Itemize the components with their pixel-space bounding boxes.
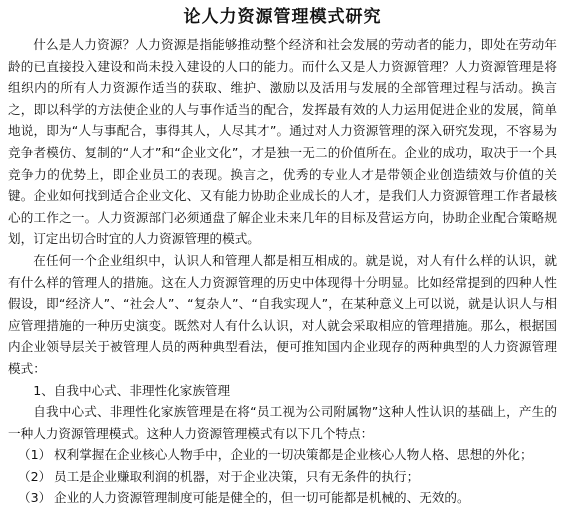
list-item-number: （2） [18,468,52,484]
paragraph-management-models: 在任何一个企业组织中，认识人和管理人都是相互相成的。就是说，对人有什么样的认识，就有什么样的管理人的措施。这在人力资源管理的历史中体现得十分明显。比如经常提到的四种人性假设，即“经济人”、“社会人”、“复杂人”、“自我实现人”，在某种意义上可以说，就是认识人与相应管理措施的一种历史演变。既然对人有什么认识，对人就会采取相应的管理措施。那么，根据国内企业领导层关于被管理人员的两种典型看法，便可推知国内企业现存的两种典型的人力资源管理模式： [8,252,557,376]
list-item-number: （1） [18,447,52,463]
list-item [8,444,557,466]
list-item [8,466,557,488]
list-item [8,487,557,509]
paragraph-family-management: 自我中心式、非理性化家族管理是在将“员工视为公司附属物”这种人性认识的基础上，产生的一种人力资源管理模式。这种人力资源管理模式有以下几个特点： [8,404,557,441]
list-item-text: 权利掌握在企业核心人物手中，企业的一切决策都是企业核心人物人格、思想的外化； [54,447,533,463]
list-item-text: 员工是企业赚取利润的机器，对于企业决策，只有无条件的执行； [54,468,420,484]
list-item-number: （3） [18,490,52,506]
document-title: 论人力资源管理模式研究 [183,7,382,27]
list-item-text: 企业的人力资源管理制度可能是健全的，但一切可能都是机械的、无效的。 [54,490,470,506]
section-heading-family-management: 1、自我中心式、非理性化家族管理 [33,382,231,398]
paragraph-hr-definition: 什么是人力资源？人力资源是指能够推动整个经济和社会发展的劳动者的能力，即处在劳动年龄的已直接投入建设和尚未投入建设的人口的能力。而什么又是人力资源管理？人力资源管理是将组织内的所有人力资源作适当的获取、维护、激励以及活用与发展的全部管理过程与活动。换言之，即以科学的方法使企业的人与事作适当的配合，发挥最有效的人力运用促进企业的发展，简单地说，即为“人与事配合，事得其人，人尽其才”。通过对人力资源管理的深入研究发现，不容易为竞争者模仿、复制的“人才”和“企业文化”，才是独一无二的价值所在。企业的成功，取决于一个具竞争力的优势上，即企业员工的表现。换言之，优秀的专业人才是带领企业创造绩效与价值的关键。企业如何找到适合企业文化、又有能力协助企业成长的人才，是我们人力资源管理工作者最核心的工作之一。人力资源部门必须通盘了解企业未来几年的目标及营运方向，协助企业配合策略规划，订定出切合时宜的人力资源管理的模式。 [8,37,557,247]
